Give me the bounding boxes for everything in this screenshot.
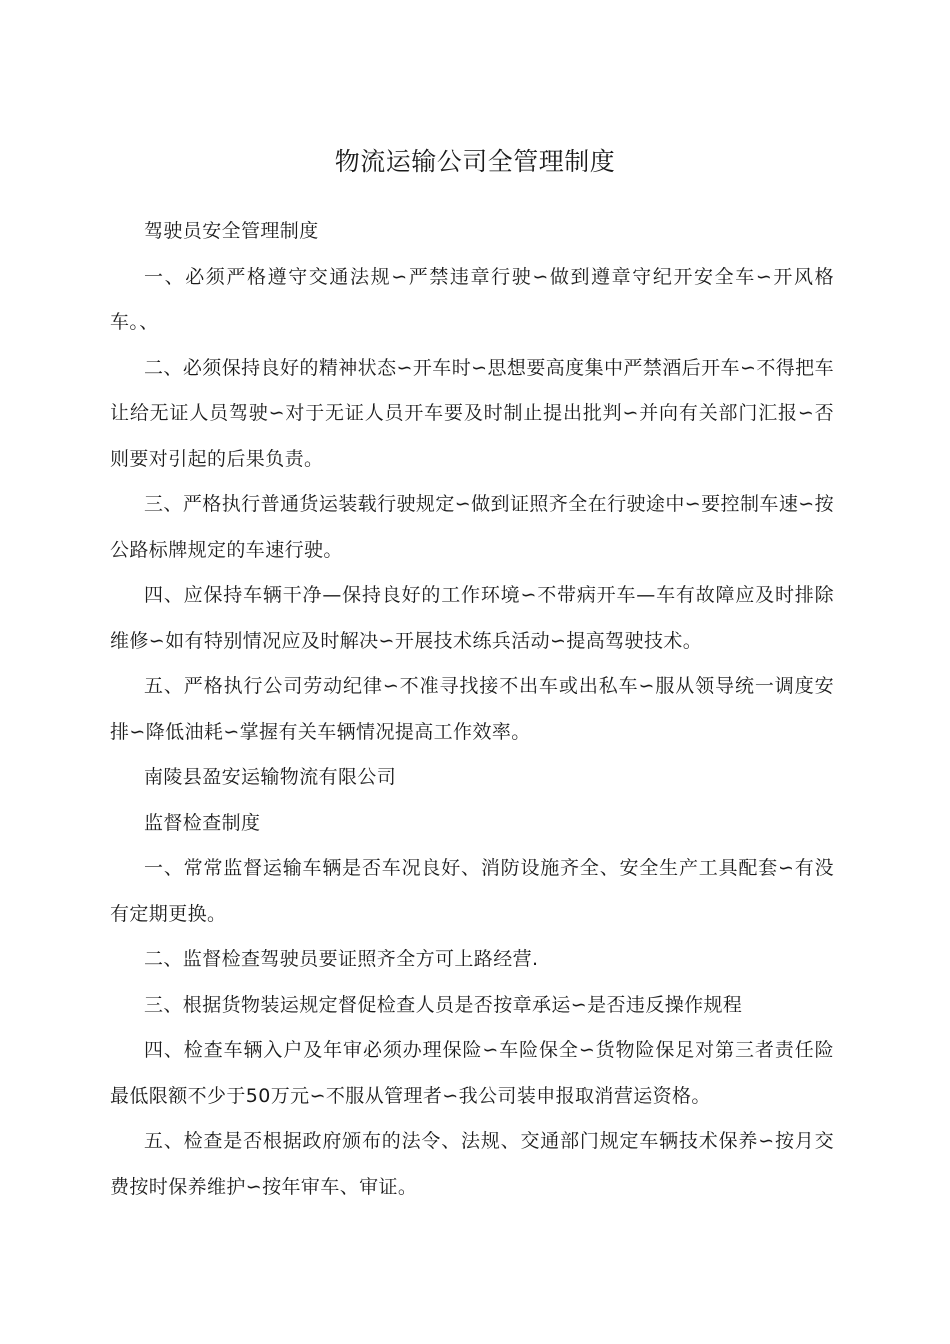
paragraph-supervision-rule-4: 四、检查车辆入户及年审必须办理保险∽车险保全∽货物险保足对第三者责任险最低限额不少于50万元∽不服从管理者∽我公司装申报取消营运资格。 <box>110 1039 834 1107</box>
document-body <box>110 209 834 1210</box>
paragraph-supervision-rule-2: 二、监督检查驾驶员要证照齐全方可上路经营. <box>144 948 539 970</box>
paragraph-driver-rule-3: 三、严格执行普通货运装载行驶规定∽做到证照齐全在行驶途中∽要控制车速∽按公路标牌规定的车速行驶。 <box>110 493 834 561</box>
paragraph-driver-rule-5: 五、严格执行公司劳动纪律∽不准寻找接不出车或出私车∽服从领导统一调度安排∽降低油耗∽掌握有关车辆情况提高工作效率。 <box>110 675 834 743</box>
paragraph-supervision-rule-5: 五、检查是否根据政府颁布的法令、法规、交通部门规定车辆技术保养∽按月交费按时保养维护∽按年审车、审证。 <box>110 1130 834 1198</box>
document-title: 物流运输公司全管理制度 <box>334 147 616 176</box>
paragraph-supervision-rule-3: 三、根据货物装运规定督促检查人员是否按章承运∽是否违反操作规程 <box>144 993 743 1016</box>
section-heading-driver-safety: 驾驶员安全管理制度 <box>144 220 319 242</box>
paragraph-supervision-rule-1: 一、常常监督运输车辆是否车况良好、消防设施齐全、安全生产工具配套∽有没有定期更换。 <box>110 857 834 925</box>
company-name: 南陵县盈安运输物流有限公司 <box>144 766 397 788</box>
paragraph-driver-rule-4: 四、应保持车辆干净—保持良好的工作环境∽不带病开车—车有故障应及时排除维修∽如有特别情况应及时解决∽开展技术练兵活动∽提高驾驶技术。 <box>110 584 834 652</box>
section-heading-supervision: 监督检查制度 <box>144 811 261 834</box>
paragraph-driver-rule-1: 一、必须严格遵守交通法规∽严禁违章行驶∽做到遵章守纪开安全车∽开风格车。、 <box>110 265 834 333</box>
paragraph-driver-rule-2: 二、必须保持良好的精神状态∽开车时∽思想要高度集中严禁酒后开车∽不得把车让给无证人员驾驶∽对于无证人员开车要及时制止提出批判∽并向有关部门汇报∽否则要对引起的后果负责。 <box>110 356 834 470</box>
